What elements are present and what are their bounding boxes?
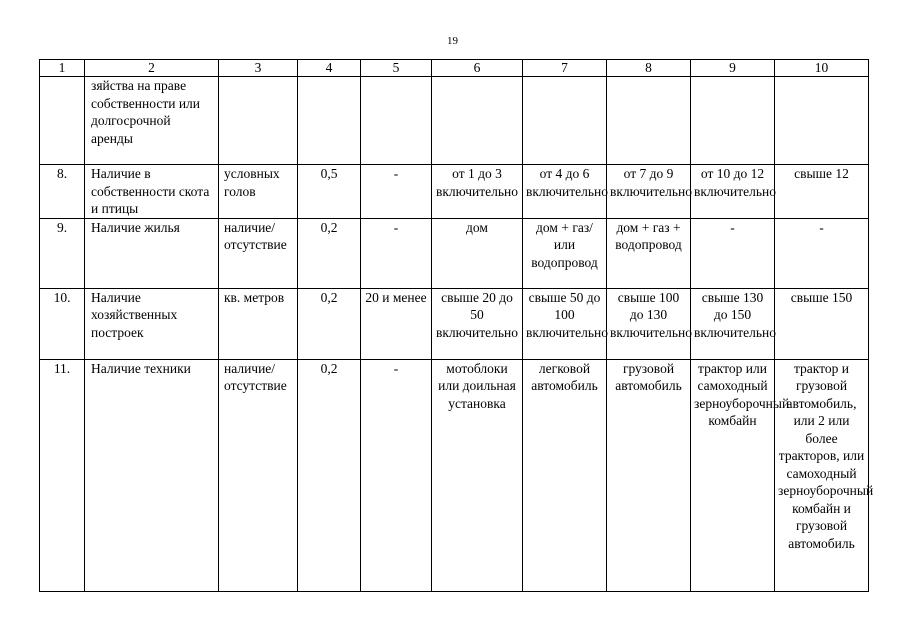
table-cell: Наличие жилья [85,218,219,288]
table-cell: - [775,218,869,288]
column-header: 10 [775,60,869,77]
column-header: 4 [298,60,361,77]
column-header: 7 [523,60,607,77]
table-cell: 11. [40,359,85,591]
table-cell: наличие/ отсутствие [219,359,298,591]
table-cell [219,77,298,165]
table-cell: условных голов [219,165,298,219]
table-cell: 9. [40,218,85,288]
table-row [40,288,869,359]
table-cell [523,77,607,165]
table-row [40,165,869,219]
table-cell: - [361,165,432,219]
table-row [40,359,869,591]
table-cell: свыше 50 до 100 включительно [523,288,607,359]
table-cell: от 1 до 3 включительно [432,165,523,219]
column-header: 1 [40,60,85,77]
table-row [40,77,869,165]
table-cell: свыше 20 до 50 включительно [432,288,523,359]
table-cell: от 7 до 9 включительно [607,165,691,219]
criteria-table [39,59,874,592]
table-cell: свыше 130 до 150 включительно [691,288,775,359]
table-cell: Наличие техники [85,359,219,591]
table-cell: 0,2 [298,218,361,288]
table-cell: трактор или самоходный зерноуборочный комбайн [691,359,775,591]
table-cell [361,77,432,165]
table-cell [298,77,361,165]
table-cell: 0,5 [298,165,361,219]
table-cell: дом [432,218,523,288]
header-row [40,60,869,77]
table-cell: 0,2 [298,359,361,591]
table-cell: свыше 100 до 130 включительно [607,288,691,359]
column-header: 9 [691,60,775,77]
table-cell: наличие/ отсутствие [219,218,298,288]
table-cell [40,77,85,165]
table-cell: легковой автомобиль [523,359,607,591]
table-cell: 8. [40,165,85,219]
table-cell: дом + газ + водопровод [607,218,691,288]
table-cell: - [361,359,432,591]
column-header: 6 [432,60,523,77]
column-header: 5 [361,60,432,77]
table-cell: 0,2 [298,288,361,359]
table-cell: от 10 до 12 включительно [691,165,775,219]
table-cell: 10. [40,288,85,359]
column-header: 3 [219,60,298,77]
table-cell: трактор и грузовой автомобиль, или 2 или более тракторов, или самоходный зерноуборочный комбайн и грузовой автомобиль [775,359,869,591]
table-cell [691,77,775,165]
table-cell [432,77,523,165]
table-cell: 20 и менее [361,288,432,359]
table-cell: - [361,218,432,288]
table-cell: мотоблоки или доильная установка [432,359,523,591]
table-cell [775,77,869,165]
table-cell: свыше 12 [775,165,869,219]
table-cell: зяйства на праве собственности или долгосрочной аренды [85,77,219,165]
table-cell: дом + газ/или водопровод [523,218,607,288]
page-number: 19 [447,35,458,47]
table-cell: Наличие в собственности скота и птицы [85,165,219,219]
column-header: 2 [85,60,219,77]
column-header: 8 [607,60,691,77]
table-cell: грузовой автомобиль [607,359,691,591]
table-row [40,218,869,288]
table-cell: свыше 150 [775,288,869,359]
table-cell: Наличие хозяйственных построек [85,288,219,359]
table-cell: кв. метров [219,288,298,359]
table-cell [607,77,691,165]
table-cell: от 4 до 6 включительно [523,165,607,219]
table-cell: - [691,218,775,288]
